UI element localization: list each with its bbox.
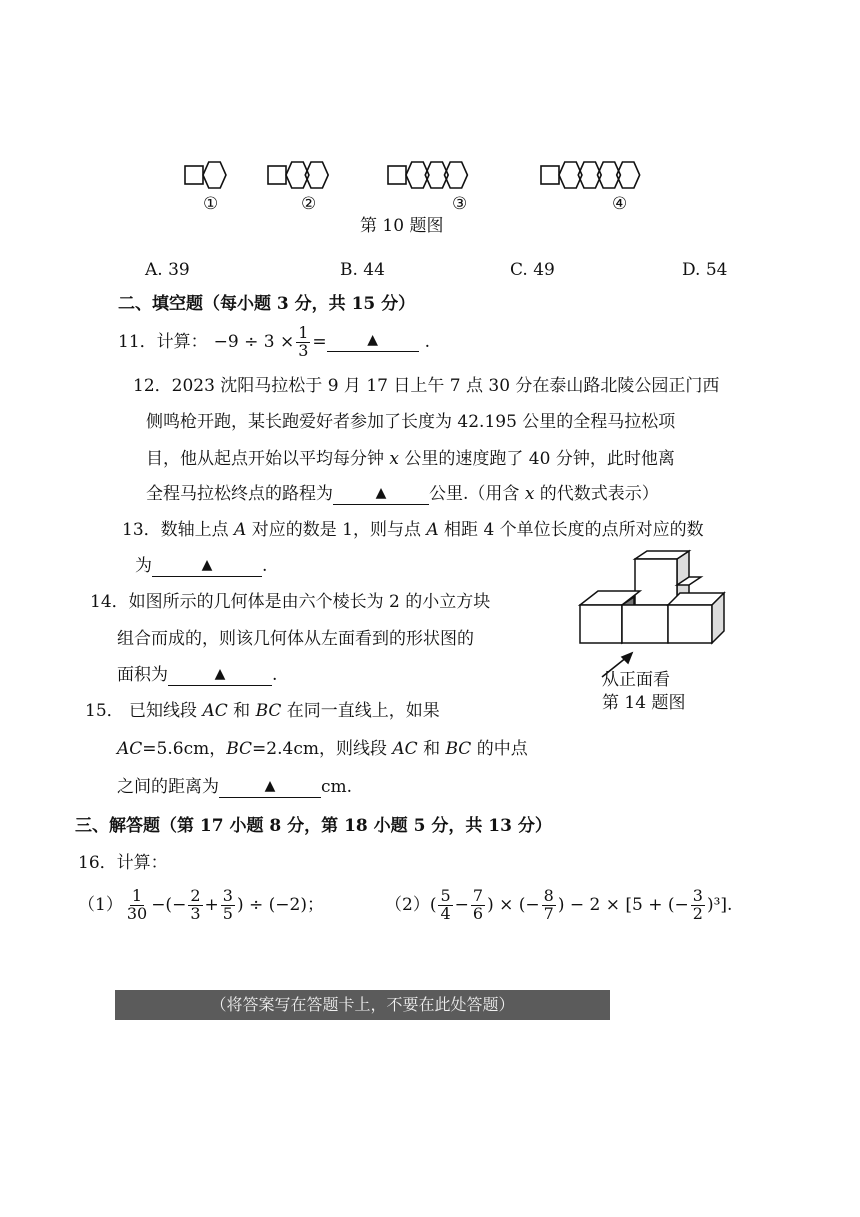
q14-view-label: 从正面看	[602, 670, 670, 690]
q11	[118, 325, 430, 360]
q15-line2-ac2: AC	[392, 739, 418, 759]
q16-p1-f3-num: 3	[222, 886, 233, 905]
q11-fraction	[296, 325, 310, 360]
q16-part2	[385, 888, 732, 923]
q13-answer-blank	[152, 558, 262, 577]
q12-line4-c: 的代数式表示）	[534, 484, 659, 504]
q11-expr: −9 ÷ 3 ×	[213, 331, 295, 352]
q14-line1: 14．如图所示的几何体是由六个棱长为 2 的小立方块	[90, 592, 491, 612]
q15-line2-h: 的中点	[471, 739, 528, 759]
q16-p2-op4: )³].	[706, 894, 733, 915]
section2-heading: 二、填空题（每小题 3 分，共 15 分）	[118, 294, 416, 314]
option-d: D. 54	[682, 260, 728, 280]
q16-p2-frac4	[691, 888, 705, 923]
q13-line1-a: 13．数轴上点	[122, 520, 235, 540]
q16-p2-op1: −	[454, 894, 469, 915]
q16-p1-f1-num: 1	[131, 886, 143, 905]
q15-seg-bc: BC	[255, 701, 282, 721]
figure-label-1: ①	[203, 194, 219, 214]
q16-title: 16．计算：	[78, 853, 168, 873]
q16-p2-op3: ) − 2 × [5 + (−	[557, 894, 689, 915]
hexagon-1-1	[203, 162, 226, 188]
q15-answer-mark: ▲	[264, 778, 276, 794]
answer-card-notice: （将答案写在答题卡上，不要在此处答题）	[115, 990, 610, 1020]
q11-answer-mark: ▲	[367, 331, 379, 348]
q16-p1-f3-den: 5	[222, 903, 233, 923]
q12-line2: 侧鸣枪开跑，某长跑爱好者参加了长度为 42.195 公里的全程马拉松项	[146, 412, 676, 432]
square-2	[268, 166, 286, 184]
q16-p1-op3: ) ÷ (−2)；	[236, 894, 324, 915]
q14-line3-b: .	[272, 665, 278, 685]
q13-line1-b: 对应的数是 1，则与点	[246, 520, 427, 540]
q11-end: .	[424, 331, 431, 352]
q16-p1-f1-den: 30	[126, 903, 148, 923]
q15-line2-bc2: BC	[445, 739, 472, 759]
q11-answer-blank	[327, 333, 419, 352]
figure-label-4: ④	[612, 194, 628, 214]
q15-line2	[117, 741, 528, 758]
q14-line3	[117, 667, 277, 686]
q16-p1-frac2	[188, 888, 202, 923]
q16-p2-frac3	[542, 888, 556, 923]
q16-p1-f2-num: 2	[190, 886, 201, 905]
q13-answer-mark: ▲	[201, 557, 213, 573]
q12-var-x2: x	[524, 484, 535, 504]
q12-line4-b: 公里.（用含	[429, 484, 525, 504]
q16-part1	[78, 888, 324, 923]
q15-seg-ac: AC	[202, 701, 228, 721]
q13-line1	[122, 522, 704, 539]
option-b: B. 44	[340, 260, 385, 280]
q12-line1: 12．2023 沈阳马拉松于 9 月 17 日上午 7 点 30 分在泰山路北陵公园正门西	[133, 376, 720, 396]
q16-p2-f3-num: 8	[543, 886, 554, 905]
q16-p2-frac1	[438, 888, 452, 923]
q16-p1-op2: +	[204, 894, 219, 915]
q12-answer-mark: ▲	[375, 485, 387, 501]
q15-line3-a: 之间的距离为	[117, 777, 219, 797]
q14-line3-a: 面积为	[117, 665, 168, 685]
q16-p2-f3-den: 7	[543, 903, 554, 923]
q12-var-x: x	[389, 449, 399, 469]
q15-answer-blank	[219, 779, 321, 798]
q11-prefix: 11．计算：	[118, 331, 208, 352]
square-4	[541, 166, 559, 184]
q14-figure-caption: 第 14 题图	[602, 693, 686, 713]
q15-line2-ac: AC	[117, 739, 143, 759]
q15-line1	[85, 703, 440, 720]
q10-figure-caption: 第 10 题图	[360, 216, 444, 236]
q16-p2-label: （2）	[385, 894, 430, 915]
q16-p2-op0: (	[429, 894, 437, 915]
q12-answer-blank	[333, 486, 429, 505]
q15-line1-a: 15． 已知线段	[85, 701, 203, 721]
q11-frac-den: 3	[298, 340, 309, 360]
q11-equals: =	[312, 331, 327, 352]
q13-point-a: A	[234, 520, 247, 540]
section3-heading: 三、解答题（第 17 小题 8 分，第 18 小题 5 分，共 13 分）	[75, 816, 552, 836]
q13-point-a2: A	[426, 520, 439, 540]
q16-p2-f1-den: 4	[440, 903, 451, 923]
q14-answer-blank	[168, 667, 272, 686]
q16-p1-frac3	[221, 888, 235, 923]
q12-line3-b: 公里的速度跑了 40 分钟，此时他离	[399, 449, 675, 469]
q11-frac-num: 1	[298, 323, 309, 342]
q13-line1-c: 相距 4 个单位长度的点所对应的数	[438, 520, 704, 540]
q15-line2-f: 和	[417, 739, 446, 759]
q15-line1-c: 在同一直线上，如果	[281, 701, 440, 721]
option-c: C. 49	[510, 260, 555, 280]
q12-line3	[146, 451, 675, 468]
q16-p2-frac2	[471, 888, 485, 923]
q16-p1-op1: −(−	[151, 894, 187, 915]
q15-line2-d: =2.4cm，则线段	[252, 739, 393, 759]
q13-line2	[135, 558, 267, 577]
square-1	[185, 166, 203, 184]
q14-line2: 组合而成的，则该几何体从左面看到的形状图的	[117, 629, 474, 649]
q12-line4-a: 全程马拉松终点的路程为	[146, 484, 333, 504]
q15-line3	[117, 779, 352, 798]
q15-line1-b: 和	[227, 701, 256, 721]
q15-line2-bc: BC	[226, 739, 253, 759]
q12-line3-a: 目，他从起点开始以平均每分钟	[146, 449, 390, 469]
q15-line3-b: cm.	[321, 777, 353, 797]
q16-p2-f4-den: 2	[692, 903, 703, 923]
q16-p1-label: （1）	[78, 894, 123, 915]
q13-line2-b: .	[262, 556, 268, 576]
q13-line2-a: 为	[135, 556, 152, 576]
q16-p2-f2-num: 7	[472, 886, 484, 905]
q16-p2-f1-num: 5	[440, 886, 451, 905]
q16-p1-f2-den: 3	[190, 903, 201, 923]
q16-p2-f2-den: 6	[472, 903, 484, 923]
q12-line4	[146, 486, 659, 505]
q16-p1-frac1	[125, 888, 149, 923]
figure-label-2: ②	[301, 194, 317, 214]
option-a: A. 39	[145, 260, 190, 280]
square-3	[388, 166, 406, 184]
q16-p2-op2: ) × (−	[487, 894, 540, 915]
q15-line2-b: =5.6cm，	[142, 739, 227, 759]
figure-label-3: ③	[452, 194, 468, 214]
q16-p2-f4-num: 3	[692, 886, 703, 905]
q14-answer-mark: ▲	[214, 666, 226, 682]
